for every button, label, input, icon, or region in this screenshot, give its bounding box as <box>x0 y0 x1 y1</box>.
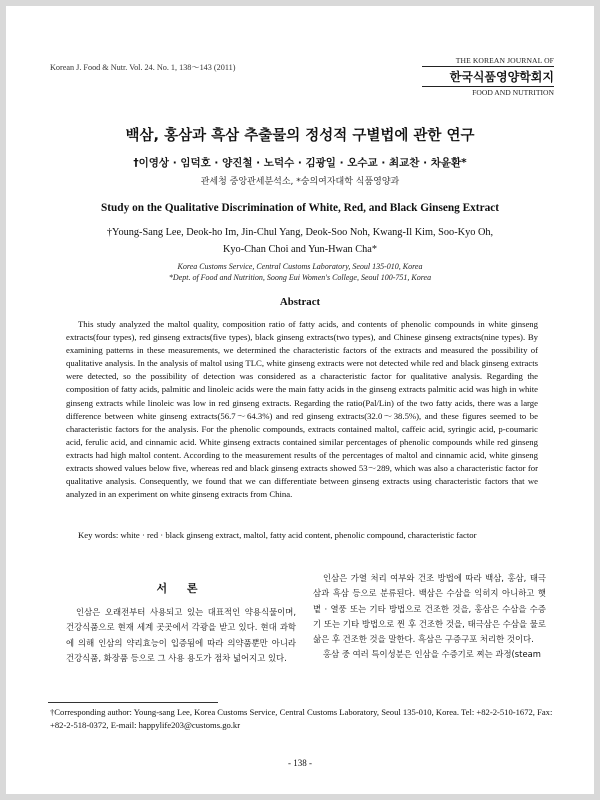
authors-english-line2: Kyo-Chan Choi and Yun-Hwan Cha* <box>222 244 378 255</box>
journal-brand-english-bottom: FOOD AND NUTRITION <box>422 86 554 97</box>
authors-korean: †이영상 · 임덕호 · 양진철 · 노덕수 · 김광일 · 오수교 · 최교찬 · 차윤환* <box>133 157 467 169</box>
footnote-divider <box>48 702 218 703</box>
journal-brand-english-top: THE KOREAN JOURNAL OF <box>422 56 554 67</box>
title-korean: 백삼, 홍삼과 흑삼 추출물의 정성적 구별법에 관한 연구 <box>125 128 475 144</box>
abstract-heading: Abstract <box>279 296 321 308</box>
page-number: - 138 - <box>288 758 312 768</box>
affiliation-english-line1: Korea Customs Service, Central Customs Laboratory, Seoul 135-010, Korea <box>177 262 423 271</box>
keywords: Key words: white · red · black ginseng extract, maltol, fatty acid content, phenolic compound, characteristic factor <box>78 530 477 540</box>
journal-brand-korean: 한국식품영양학회지 <box>449 70 554 84</box>
intro-right-paragraph-1: 인삼은 가열 처리 여부와 건조 방법에 따라 백삼, 홍삼, 태극삼과 흑삼 등으로 분류된다. 백삼은 수삼을 익히지 아니하고 햇볕 · 열풍 또는 기타 방법으로 건조한 것을, 홍삼은 수삼을 수증기 또는 기타 방법으로 찐 후 건조한 것을, 태극삼은 수삼을 물로 삶은 후 건조한 것을 말한다. 흑삼은 구증구포 처리한 것이다. <box>313 573 546 645</box>
paper-page <box>6 6 594 794</box>
authors-english-line1: †Young-Sang Lee, Deok-ho Im, Jin-Chul Yang, Deok-Soo Noh, Kwang-Il Kim, Soo-Kyo Oh, <box>106 227 494 238</box>
affiliation-english-line2: *Dept. of Food and Nutrition, Soong Eui Women's College, Seoul 100-751, Korea <box>168 273 432 282</box>
abstract-body: This study analyzed the maltol quality, composition ratio of fatty acids, and contents of phenolic compounds in white ginseng extracts(four types), red ginseng extracts(five types), black ginseng extracts(two types), and Chinese ginseng extracts(nine types). By examining patterns in these measurements, we determined the characteristic factors of the extracts and measured the possibility of qualitative analysis. In the analysis of maltol using TLC, white ginseng extracts were not detected while red and black ginseng extracts were detected, so the possibility of detection was considered as a characteristic factor for qualitative analysis. Regarding the composition of fatty acids, palmitic and linoleic acids were the main fatty acids in the ginseng extracts palmitic acid was high in white ginseng extracts while linoleic was low in red ginseng extracts. Regarding the ratio(Pal/Lin) of the two fatty acids, there was a large difference between white ginseng extracts(56.7～64.3%) and red ginseng extracts(32.0～38.5%), and these figures seemed to be characteristic factors for the analysis. For the phenolic compounds, extracts contained maltol, caffeic acid, syringic acid, p-coumaric acid, ferulic acid, and cinnamic acid. White ginseng extracts contained similar percentages of phenolic compounds while red ginseng extracts had high maltol content. According to the measurement results of the percentages of maltol and cinnamic acid, white ginseng extracts showed values below five, whereas red and black ginseng extracts showed 53～289, which was also a characteristic factor for qualitative analysis. Consequently, we found that we can differentiate between ginseng extracts using characteristic factors that we analyzed in an experiment on white ginseng extracts from China. <box>66 319 538 500</box>
affiliation-korean: 관세청 중앙관세분석소, *숭의여자대학 식품영양과 <box>200 177 400 187</box>
journal-brand <box>422 56 554 97</box>
corresponding-author-footnote: †Corresponding author: Young-sang Lee, Korea Customs Service, Central Customs Laboratory, Seoul 135-010, Korea. Tel: +82-2-510-1672, Fax: +82-2-518-0372, E-mail: happylife203@customs.go.kr <box>50 707 553 730</box>
title-english: Study on the Qualitative Discrimination of White, Red, and Black Ginseng Extract <box>100 202 500 214</box>
introduction-heading: 서 론 <box>156 582 206 595</box>
intro-right-paragraph-2: 홍삼 중 여러 특이성분은 인삼을 수증기로 찌는 과정(steam <box>323 649 541 660</box>
introduction-right-column <box>313 571 546 663</box>
journal-citation: Korean J. Food & Nutr. Vol. 24. No. 1, 138～143 (2011) <box>50 63 236 72</box>
introduction-left-column: 인삼은 오래전부터 사용되고 있는 대표적인 약용식물이며, 건강식품으로 현재 세계 곳곳에서 각광을 받고 있다. 현대 과학에 의해 인삼의 약리효능이 입증됨에 따라 의약품뿐만 아니라 건강식품, 화장품 등으로 그 사용 용도가 점차 넓어지고 있다. <box>66 607 296 663</box>
